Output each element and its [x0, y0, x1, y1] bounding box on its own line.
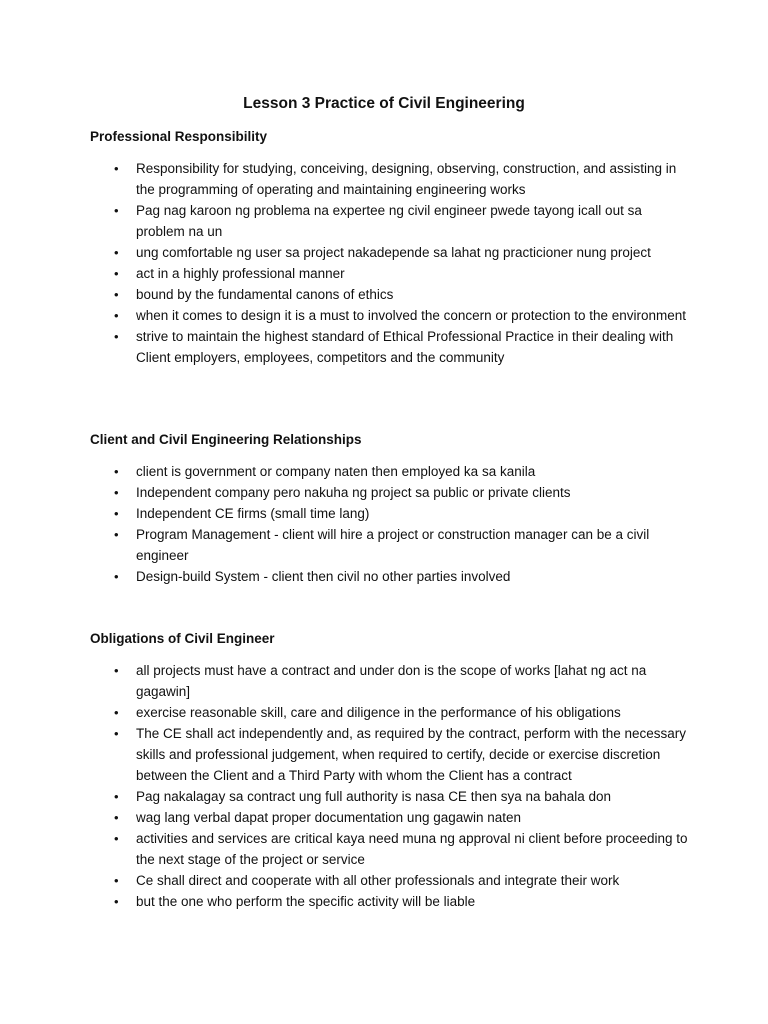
list-item: • activities and services are critical kaya need muna ng approval ni client before proceeding to the next stage of the project or service	[90, 828, 690, 870]
bullet-icon: •	[114, 485, 119, 500]
bullet-icon: •	[114, 161, 119, 176]
list-item: • Independent CE firms (small time lang)	[90, 503, 690, 524]
section-heading-client-relationships: Client and Civil Engineering Relationships	[90, 432, 362, 447]
list-item: • ung comfortable ng user sa project nakadepende sa lahat ng practicioner nung project	[90, 242, 690, 263]
list-item: • strive to maintain the highest standard of Ethical Professional Practice in their dealing with Client employers, employees, competitors and the community	[90, 326, 690, 368]
section-heading-professional-responsibility: Professional Responsibility	[90, 129, 268, 144]
bullet-icon: •	[114, 663, 119, 678]
list-item: • Ce shall direct and cooperate with all other professionals and integrate their work	[90, 870, 690, 891]
list-item: • client is government or company naten then employed ka sa kanila	[90, 461, 690, 482]
list-item: • Pag nakalagay sa contract ung full authority is nasa CE then sya na bahala don	[90, 786, 690, 807]
bullet-icon: •	[114, 789, 119, 804]
bullet-icon: •	[114, 287, 119, 302]
bullet-icon: •	[114, 527, 119, 542]
list-item: • when it comes to design it is a must to involved the concern or protection to the environment	[90, 305, 690, 326]
list-item: • all projects must have a contract and under don is the scope of works [lahat ng act na gagawin]	[90, 660, 690, 702]
list-item: • Design-build System - client then civil no other parties involved	[90, 566, 690, 587]
section-heading-obligations: Obligations of Civil Engineer	[90, 631, 275, 646]
list-item: • act in a highly professional manner	[90, 263, 690, 284]
list-item: • bound by the fundamental canons of ethics	[90, 284, 690, 305]
bullet-icon: •	[114, 569, 119, 584]
list-item: • wag lang verbal dapat proper documentation ung gagawin naten	[90, 807, 690, 828]
list-item: • Program Management - client will hire a project or construction manager can be a civil engineer	[90, 524, 690, 566]
bullet-list-obligations	[90, 660, 690, 912]
list-item: • exercise reasonable skill, care and diligence in the performance of his obligations	[90, 702, 690, 723]
bullet-icon: •	[114, 329, 119, 344]
bullet-list-professional-responsibility	[90, 158, 690, 368]
bullet-icon: •	[114, 705, 119, 720]
bullet-icon: •	[114, 810, 119, 825]
bullet-icon: •	[114, 894, 119, 909]
list-item: • Pag nag karoon ng problema na expertee ng civil engineer pwede tayong icall out sa problem na un	[90, 200, 690, 242]
bullet-icon: •	[114, 266, 119, 281]
bullet-icon: •	[114, 203, 119, 218]
bullet-icon: •	[114, 245, 119, 260]
bullet-icon: •	[114, 308, 119, 323]
list-item: • Independent company pero nakuha ng project sa public or private clients	[90, 482, 690, 503]
bullet-icon: •	[114, 726, 119, 741]
list-item: • Responsibility for studying, conceiving, designing, observing, construction, and assisting in the programming of operating and maintaining engineering works	[90, 158, 690, 200]
bullet-icon: •	[114, 873, 119, 888]
list-item: • The CE shall act independently and, as required by the contract, perform with the necessary skills and professional judgement, when required to certify, decide or exercise discretion between the Client and a Third Party with whom the Client has a contract	[90, 723, 690, 786]
bullet-icon: •	[114, 506, 119, 521]
document-title: Lesson 3 Practice of Civil Engineering	[243, 95, 525, 112]
bullet-icon: •	[114, 464, 119, 479]
bullet-icon: •	[114, 831, 119, 846]
bullet-list-client-relationships	[90, 461, 690, 587]
list-item: • but the one who perform the specific activity will be liable	[90, 891, 690, 912]
